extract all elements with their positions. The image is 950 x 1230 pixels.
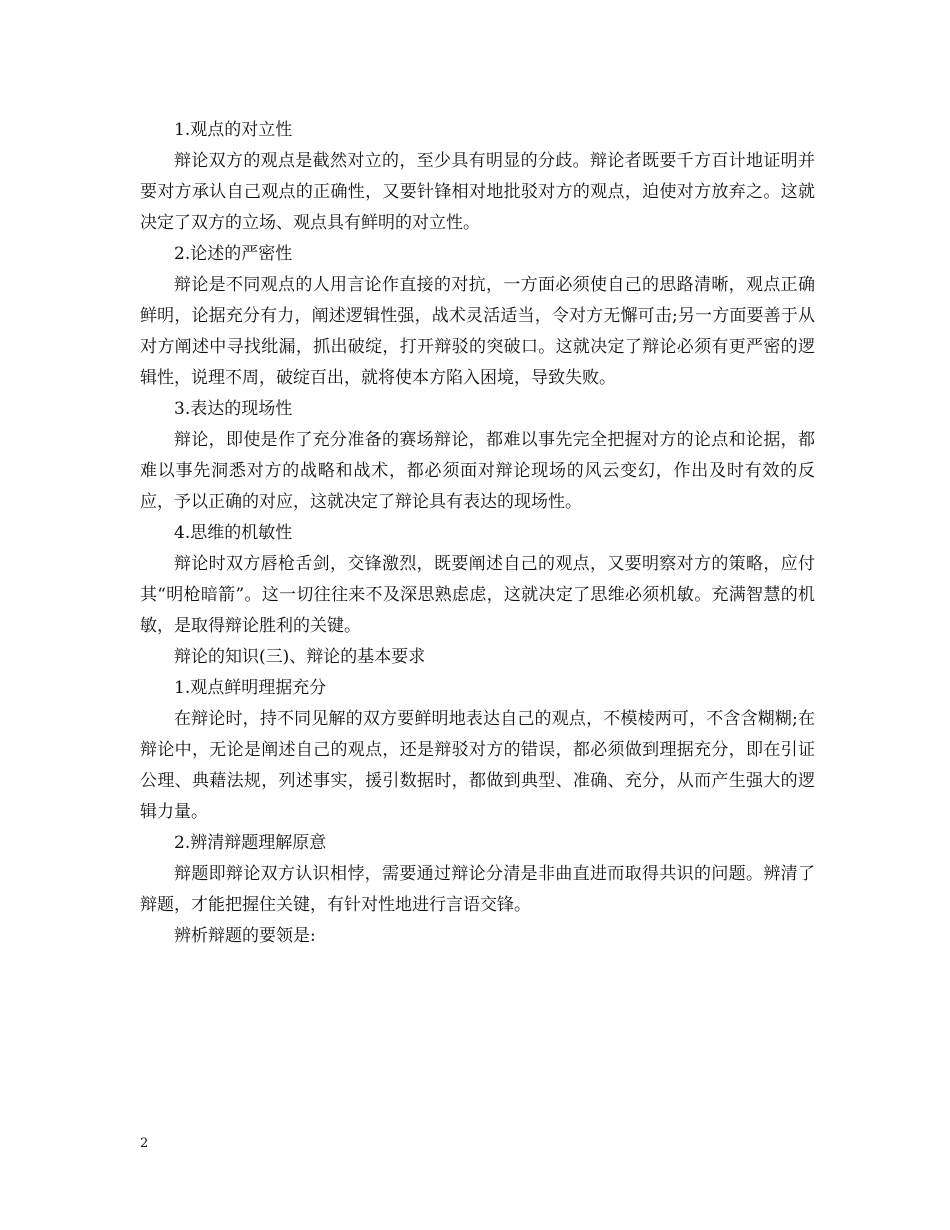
document-body <box>140 115 815 952</box>
body-paragraph: 辩论时双方唇枪舌剑，交锋激烈，既要阐述自己的观点，又要明察对方的策略，应付其“明枪暗箭”。这一切往往来不及深思熟虑虑，这就决定了思维必须机敏。充满智慧的机敏，是取得辩论胜利的关键。 <box>140 554 815 636</box>
body-paragraph: 辩题即辩论双方认识相悖，需要通过辩论分清是非曲直进而取得共识的问题。辨清了辩题，才能把握住关键，有针对性地进行言语交锋。 <box>140 864 815 915</box>
body-paragraph: 辩论双方的观点是截然对立的，至少具有明显的分歧。辩论者既要千方百计地证明并要对方承认自己观点的正确性，又要针锋相对地批驳对方的观点，迫使对方放弃之。这就决定了双方的立场、观点具有鲜明的对立性。 <box>140 151 815 233</box>
section-heading-rigor: 2.论述的严密性 <box>174 244 293 264</box>
section-heading-clear-viewpoint: 1.观点鲜明理据充分 <box>174 678 327 698</box>
section-heading-agility: 4.思维的机敏性 <box>174 523 293 543</box>
body-paragraph: 辨析辩题的要领是: <box>174 926 316 946</box>
section-heading-opposition: 1.观点的对立性 <box>174 120 293 140</box>
body-paragraph: 在辩论时，持不同见解的双方要鲜明地表达自己的观点，不模棱两可，不含含糊糊;在辩论中，无论是阐述自己的观点，还是辩驳对方的错误，都必须做到理据充分，即在引证公理、典藉法规，列述事实，援引数据时，都做到典型、准确、充分，从而产生强大的逻辑力量。 <box>140 709 815 822</box>
chapter-heading-requirements: 辩论的知识(三)、辩论的基本要求 <box>174 647 426 667</box>
body-paragraph: 辩论，即使是作了充分准备的赛场辩论，都难以事先完全把握对方的论点和论据，都难以事先洞悉对方的战略和战术，都必须面对辩论现场的风云变幻，作出及时有效的反应，予以正确的对应，这就决定了辩论具有表达的现场性。 <box>140 430 815 512</box>
section-heading-understand-topic: 2.辨清辩题理解原意 <box>174 833 327 853</box>
section-heading-on-site: 3.表达的现场性 <box>174 399 293 419</box>
body-paragraph: 辩论是不同观点的人用言论作直接的对抗，一方面必须使自己的思路清晰，观点正确鲜明，论据充分有力，阐述逻辑性强，战术灵活适当，令对方无懈可击;另一方面要善于从对方阐述中寻找纰漏，抓出破绽，打开辩驳的突破口。这就决定了辩论必须有更严密的逻辑性，说理不周，破绽百出，就将使本方陷入困境，导致失败。 <box>140 275 815 388</box>
page-number: 2 <box>140 1136 149 1151</box>
